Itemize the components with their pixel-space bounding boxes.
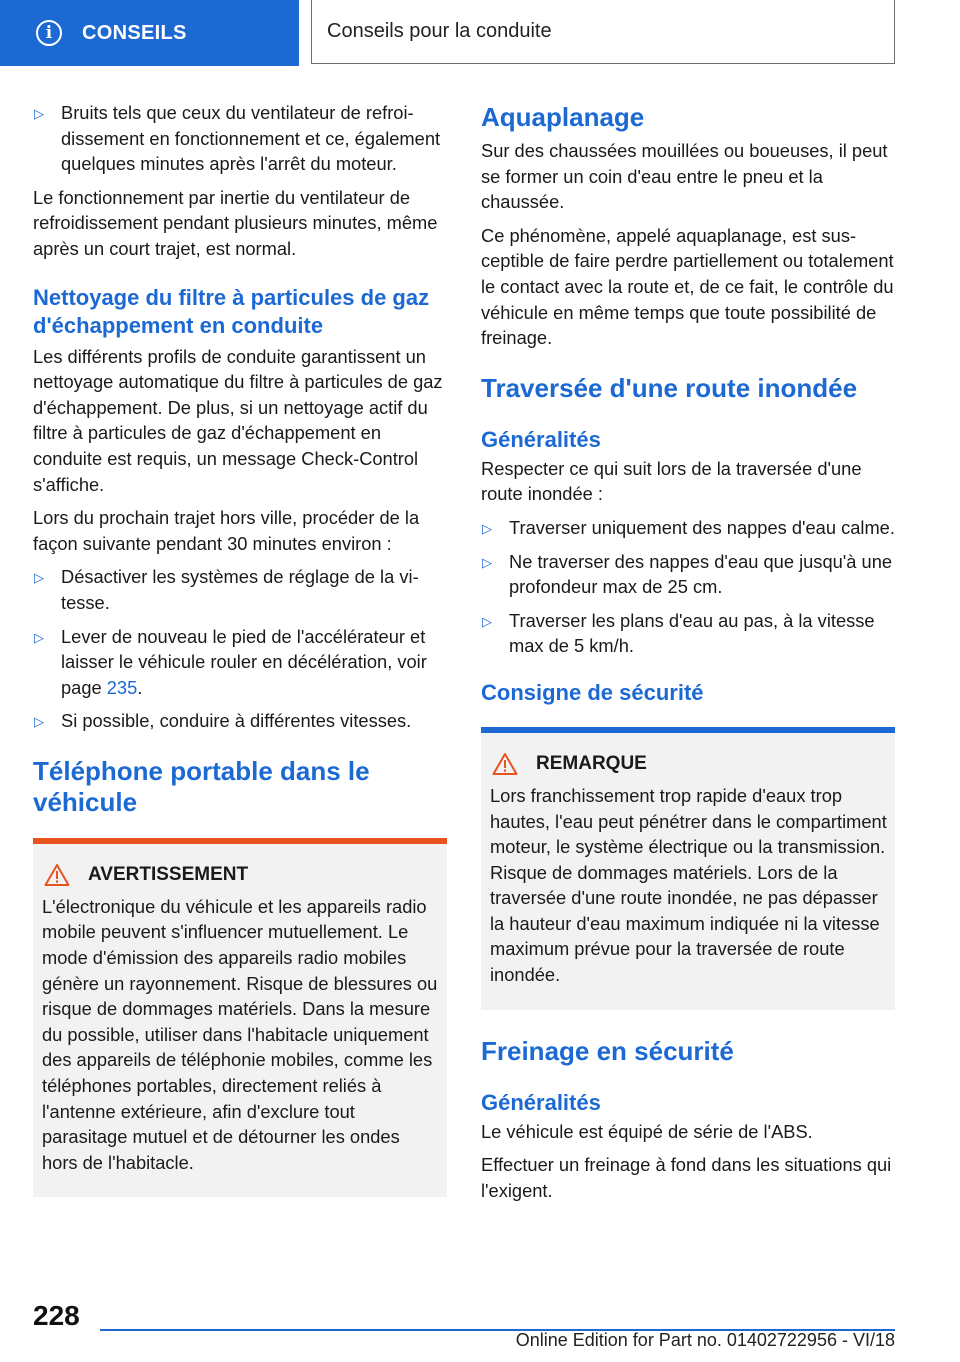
notice-title: REMARQUE	[536, 752, 647, 774]
paragraph: Respecter ce qui suit lors de la traversée d'une route inondée :	[481, 457, 862, 505]
warning-text: L'électronique du véhicule et les appareils radio mobile peuvent s'influencer mutuellement. Le mode d'émission des appareils radio mobiles génère un rayonnement. Risque de blessures ou risque de dommages matériels. Dans la mesure du possible, utiliser dans l'habitacle uniquement des appareils de téléphonie mobiles, comme les téléphones portables, directement reliés à l'antenne extérieure, afin d'exclure tout parasitage mutuel et de détourner les ondes hors de l'habitacle.	[42, 895, 438, 1173]
bullet-list	[481, 515, 895, 659]
chapter-title-box	[311, 0, 895, 64]
page-header	[0, 0, 960, 66]
edition-label: Online Edition for Part no. 01402722956 - VI/18	[515, 1330, 895, 1350]
warning-box	[33, 838, 447, 1198]
warning-triangle-icon	[492, 752, 518, 776]
paragraph: Le fonctionnement par inertie du ventilateur de refroidissement pendant plusieurs minutes, même après un court trajet, est normal.	[33, 186, 438, 259]
list-item: ▷ Ne traverser des nappes d'eau que jusqu'à une profondeur max de 25 cm.	[482, 550, 893, 598]
bullet-triangle-icon: ▷	[34, 714, 44, 730]
bullet-triangle-icon: ▷	[34, 629, 44, 645]
list-item: ▷ Traverser les plans d'eau au pas, à la vitesse max de 5 km/h.	[482, 609, 875, 657]
paragraph: Effectuer un freinage à fond dans les situations qui l'exigent.	[481, 1154, 892, 1201]
paragraph: Sur des chaussées mouillées ou boueuses, il peut se former un coin d'eau entre le pneu et la chaussée.	[481, 140, 888, 213]
bullet-triangle-icon: ▷	[482, 520, 492, 536]
list-item: ▷ Traverser uniquement des nappes d'eau calme.	[481, 515, 895, 541]
list-item: ▷ Si possible, conduire à différentes vitesses.	[33, 708, 447, 734]
subsection-heading: Généralités	[481, 426, 601, 452]
section-label: CONSEILS	[82, 21, 187, 44]
paragraph: Les différents profils de conduite garantissent un nettoyage automatique du filtre à particules de gaz d'échappement. De plus, si un nettoyage actif du filtre à particules de gaz d'échappement en conduite est requis, un message Check-Control s'affiche.	[33, 345, 443, 495]
paragraph: Lors du prochain trajet hors ville, procéder de la façon suivante pendant 30 minutes environ :	[33, 507, 420, 554]
notice-text: Lors franchissement trop rapide d'eaux trop hautes, l'eau peut pénétrer dans le compartiment moteur, le système électrique ou la transmission. Risque de dommages matériels. Lors de la traversée d'une route inondée, ne pas dépasser la hauteur d'eau maximum indiquée ni la vitesse maximum prévue pour la traversée de route inondée.	[490, 784, 887, 986]
paragraph: Ce phénomène, appelé aquaplanage, est susceptible de faire perdre partiellement ou totalement le contact avec la route et, de ce fait, le contrôle du véhicule en même temps que toute possibilité de freinage.	[481, 224, 894, 349]
list-item: ▷ Bruits tels que ceux du ventilateur de refroidissement en fonctionnement et ce, également quelques minutes après l'arrêt du moteur.	[34, 102, 441, 175]
section-heading: Aquaplanage	[481, 102, 645, 132]
section-heading: Freinage en sécurité	[481, 1035, 734, 1066]
section-tab[interactable]	[0, 0, 299, 66]
bullet-list	[33, 564, 447, 734]
bullet-triangle-icon: ▷	[482, 554, 492, 570]
page-link[interactable]: 235	[106, 676, 138, 698]
section-heading: Nettoyage du filtre à particules de gaz d'échappement en conduite	[33, 284, 430, 338]
right-column	[481, 100, 895, 1211]
section-heading: Consigne de sécurité	[481, 679, 704, 705]
page-number: 228	[33, 1300, 80, 1331]
paragraph: Le véhicule est équipé de série de l'ABS.	[481, 1120, 813, 1142]
notice-header	[490, 751, 887, 777]
list-item: ▷ Désactiver les systèmes de réglage de la vitesse.	[34, 566, 419, 613]
chapter-title: Conseils pour la conduite	[327, 20, 552, 42]
bullet-triangle-icon: ▷	[482, 613, 492, 629]
warning-triangle-icon	[44, 863, 70, 887]
warning-header	[42, 862, 439, 888]
warning-title: AVERTISSEMENT	[88, 863, 249, 885]
left-column	[33, 100, 447, 1197]
section-heading: Téléphone portable dans le véhicule	[33, 755, 370, 817]
bullet-triangle-icon: ▷	[34, 570, 44, 586]
list-item: ▷ Lever de nouveau le pied de l'accélérateur et laisser le véhicule rouler en décélération, voir page 235.	[34, 625, 427, 698]
bullet-list	[33, 100, 447, 177]
bullet-triangle-icon: ▷	[34, 106, 44, 121]
subsection-heading: Généralités	[481, 1089, 601, 1115]
section-heading: Traversée d'une route inondée	[481, 372, 858, 403]
notice-box	[481, 727, 895, 1010]
info-icon: i	[36, 20, 62, 46]
